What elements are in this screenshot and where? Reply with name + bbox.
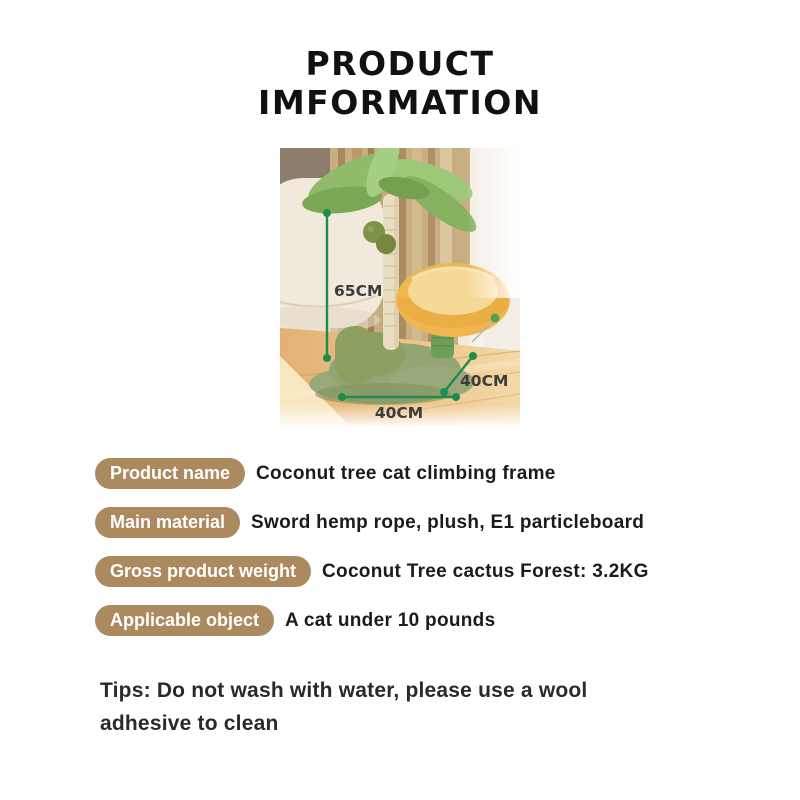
tips-text: Tips: Do not wash with water, please use a wool adhesive to clean xyxy=(100,679,588,735)
spec-value: Coconut tree cat climbing frame xyxy=(256,462,556,484)
spec-row-main-material xyxy=(95,507,745,538)
spec-label-pill: Gross product weight xyxy=(95,556,311,587)
spec-list xyxy=(95,458,745,654)
spec-row-gross-weight xyxy=(95,556,745,587)
spec-row-product-name xyxy=(95,458,745,489)
page-title-line2: IMFORMATION xyxy=(258,83,542,122)
spec-label-pill: Applicable object xyxy=(95,605,274,636)
photo-fade-right xyxy=(466,148,520,298)
page-title-line1: PRODUCT xyxy=(305,44,495,83)
height-dimension-label: 65CM xyxy=(334,282,383,300)
spec-value: A cat under 10 pounds xyxy=(285,609,496,631)
sisal-trunk xyxy=(383,194,399,350)
spec-label-pill: Product name xyxy=(95,458,245,489)
product-photo xyxy=(280,148,520,428)
page-title xyxy=(0,44,800,122)
spec-label-pill: Main material xyxy=(95,507,240,538)
product-photo-illustration xyxy=(280,148,520,428)
spec-value: Coconut Tree cactus Forest: 3.2KG xyxy=(322,560,649,582)
spec-row-applicable-object xyxy=(95,605,745,636)
spec-value: Sword hemp rope, plush, E1 particleboard xyxy=(251,511,645,533)
width-dimension-label: 40CM xyxy=(374,404,424,422)
diagonal-dimension-label: 40CM xyxy=(460,372,509,390)
